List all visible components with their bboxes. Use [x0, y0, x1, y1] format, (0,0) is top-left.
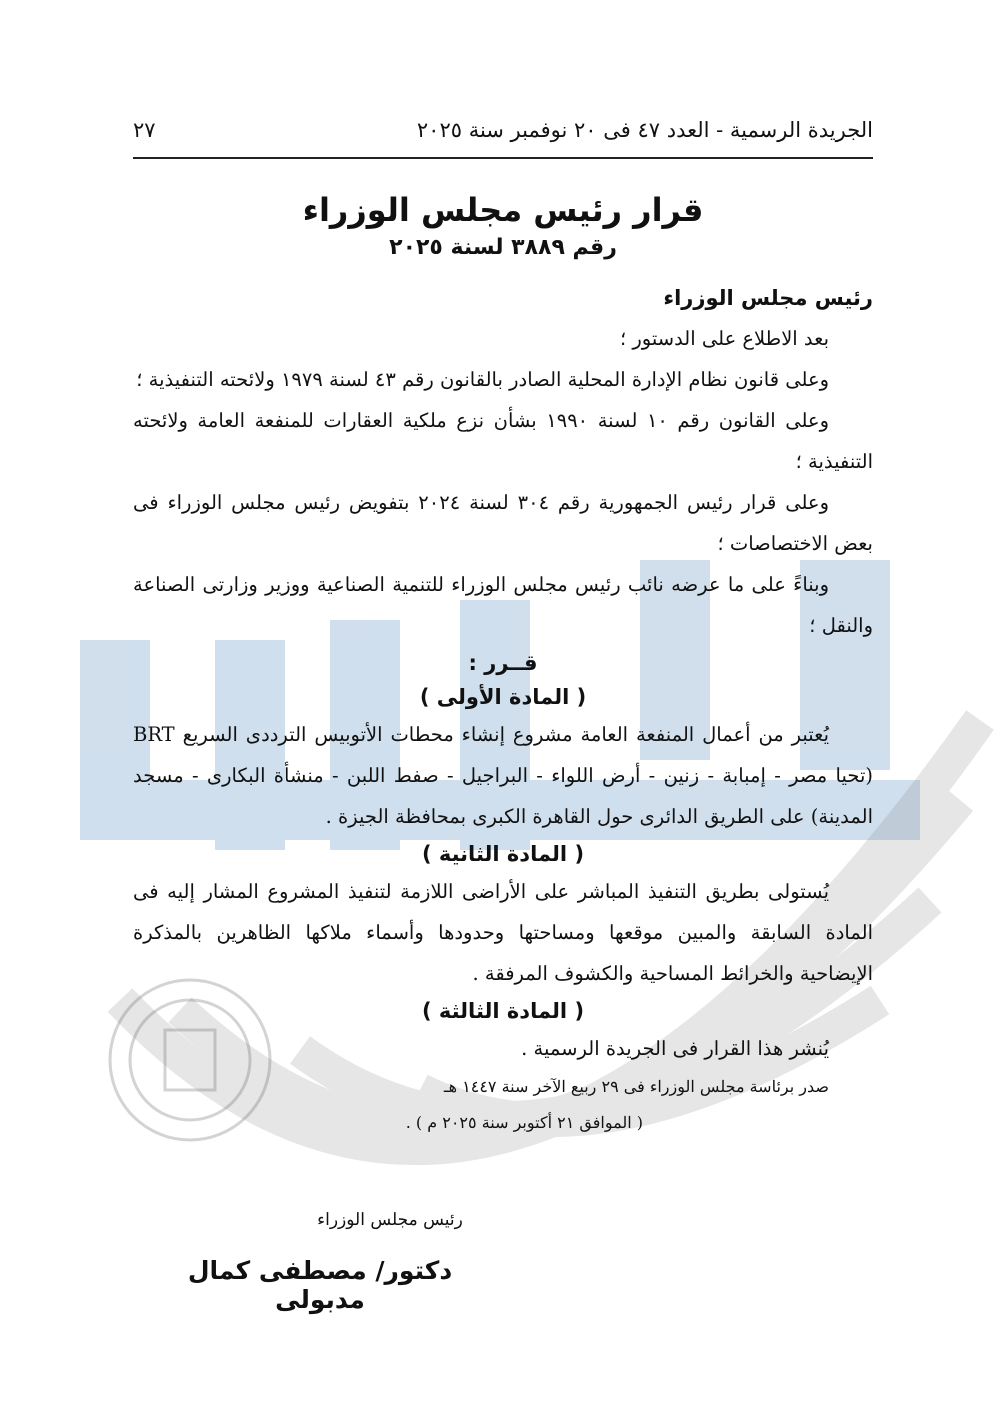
article-1-text: يُعتبر من أعمال المنفعة العامة مشروع إنشاء محطات الأتوبيس الترددى السريع BRT (تحيا مصر - إمبابة - زنين - أرض اللواء - البراجيل - صفط اللبن - منشأة البكارى - مسجد المدينة) على الطريق الدائرى حول القاهرة الكبرى بمحافظة الجيزة .	[133, 723, 873, 828]
preamble-proposal: وبناءً على ما عرضه نائب رئيس مجلس الوزراء للتنمية الصناعية ووزير وزارتى الصناعة والنقل ؛	[133, 573, 873, 637]
signature-title: رئيس مجلس الوزراء	[317, 1210, 463, 1230]
preamble-local-admin-law: وعلى قانون نظام الإدارة المحلية الصادر بالقانون رقم ٤٣ لسنة ١٩٧٩ ولائحته التنفيذية ؛	[136, 368, 829, 391]
signature-name: دكتور/ مصطفى كمال مدبولى	[187, 1256, 453, 1314]
article-2-heading: ( المادة الثانية )	[421, 842, 585, 866]
article-3-heading: ( المادة الثالثة )	[421, 999, 585, 1023]
issuer-heading: رئيس مجلس الوزراء	[663, 286, 873, 310]
decision-heading: قــرر :	[468, 651, 538, 675]
decree-number: رقم ٣٨٨٩ لسنة ٢٠٢٥	[389, 235, 617, 260]
decree-title: قرار رئيس مجلس الوزراء	[302, 191, 704, 229]
decree-title-block	[133, 188, 873, 264]
page-header	[133, 112, 873, 148]
header-divider	[133, 157, 873, 159]
issued-date-gregorian: ( الموافق ٢١ أكتوبر سنة ٢٠٢٥ م ) .	[405, 1113, 643, 1132]
preamble-constitution: بعد الاطلاع على الدستور ؛	[619, 327, 829, 350]
preamble-presidential-decree: وعلى قرار رئيس الجمهورية رقم ٣٠٤ لسنة ٢٠٢٤ بتفويض رئيس مجلس الوزراء فى بعض الاختصاصات ؛	[133, 491, 873, 555]
article-1-heading: ( المادة الأولى )	[419, 685, 587, 709]
article-3-text: يُنشر هذا القرار فى الجريدة الرسمية .	[521, 1037, 829, 1060]
preamble-expropriation-law: وعلى القانون رقم ١٠ لسنة ١٩٩٠ بشأن نزع ملكية العقارات للمنفعة العامة ولائحته التنفيذية ؛	[133, 409, 873, 473]
page-number: ٢٧	[133, 118, 156, 142]
decree-body	[133, 278, 873, 1141]
running-title: الجريدة الرسمية - العدد ٤٧ فى ٢٠ نوفمبر سنة ٢٠٢٥	[416, 118, 873, 142]
issued-date-hijri: صدر برئاسة مجلس الوزراء فى ٢٩ ربيع الآخر سنة ١٤٤٧ هـ	[443, 1077, 829, 1096]
article-2-text: يُستولى بطريق التنفيذ المباشر على الأراضى اللازمة لتنفيذ المشروع المشار إليه فى المادة السابقة والمبين موقعها ومساحتها وحدودها وأسماء ملاكها الظاهرين بالمذكرة الإيضاحية والخرائط المساحية والكشوف المرفقة .	[133, 880, 873, 985]
